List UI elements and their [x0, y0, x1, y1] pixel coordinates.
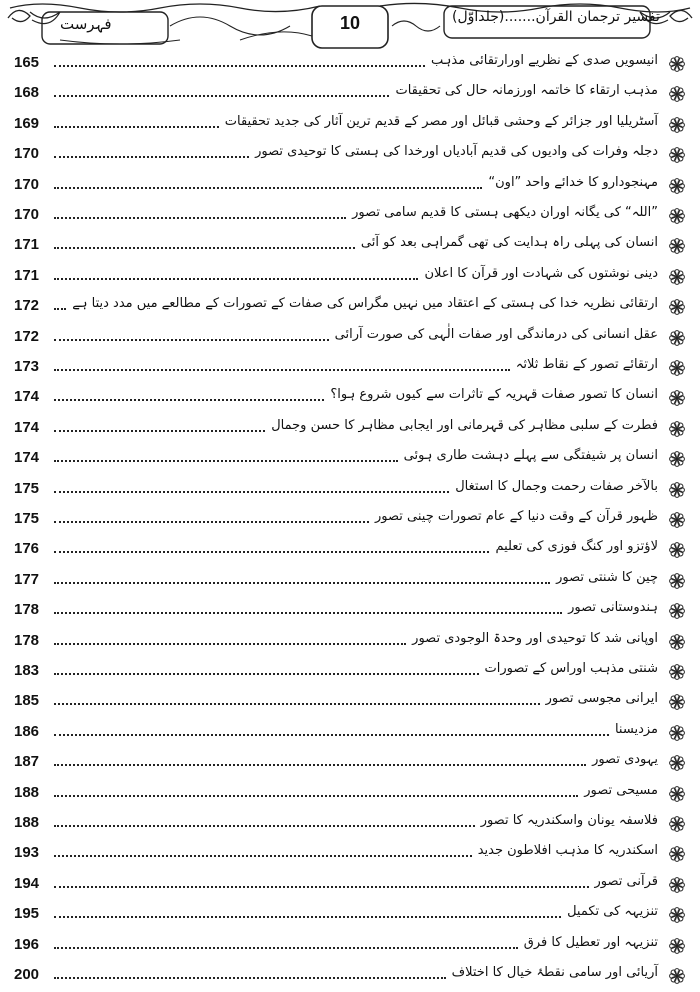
dot-leader — [54, 764, 586, 766]
toc-entry[interactable] — [8, 356, 692, 382]
toc-page-number: 188 — [14, 783, 40, 801]
flower-bullet-icon — [668, 572, 686, 590]
toc-entry[interactable] — [8, 234, 692, 260]
flower-bullet-icon — [668, 55, 686, 73]
toc-page-number: 186 — [14, 722, 40, 740]
flower-bullet-icon — [668, 876, 686, 894]
toc-entry-title: مذہب ارتقاء کا خاتمہ اورزمانہ حال کی تحقیقات — [395, 83, 658, 99]
toc-entry[interactable] — [8, 204, 692, 230]
toc-page-number: 188 — [14, 814, 40, 831]
toc-page-number: 175 — [14, 479, 40, 497]
flower-bullet-icon — [668, 937, 686, 955]
toc-entry[interactable] — [8, 295, 692, 321]
dot-leader — [54, 491, 449, 493]
dot-leader — [54, 643, 406, 645]
toc-entry-title: ظہور قرآن کے وقت دنیا کے عام تصورات چینی تصور — [375, 509, 658, 524]
page-number: 10 — [339, 13, 361, 33]
toc-entry[interactable] — [8, 113, 692, 139]
toc-entry-title: تنزیہہ کی تکمیل — [567, 904, 658, 920]
toc-page-number: 174 — [14, 388, 40, 406]
toc-entry[interactable] — [8, 143, 692, 169]
toc-page-number: 193 — [14, 844, 40, 862]
toc-entry[interactable] — [8, 751, 692, 777]
toc-entry[interactable] — [8, 174, 692, 200]
toc-entry-title: یہودی تصور — [592, 752, 658, 768]
toc-entry[interactable] — [8, 386, 692, 412]
flower-bullet-icon — [668, 754, 686, 772]
toc-entry-title: تنزیہہ اور تعطیل کا فرق — [523, 934, 658, 950]
dot-leader — [54, 734, 609, 736]
toc-entry[interactable] — [8, 599, 692, 625]
toc-page-number: 172 — [14, 297, 40, 315]
toc-entry[interactable] — [8, 538, 692, 564]
flower-bullet-icon — [668, 116, 686, 134]
section-title: فہرست — [60, 15, 112, 33]
toc-entry-title: فطرت کے سلبی مظاہر کی قہرمانی اور ایجابی مظاہر کا حسن وجمال — [271, 417, 658, 433]
dot-leader — [54, 582, 550, 584]
flower-bullet-icon — [668, 329, 686, 347]
dot-leader — [54, 612, 562, 614]
dot-leader — [54, 825, 475, 827]
flower-bullet-icon — [668, 207, 686, 225]
flower-bullet-icon — [668, 541, 686, 559]
toc-page-number: 176 — [14, 540, 40, 558]
dot-leader — [54, 886, 589, 888]
dot-leader — [54, 278, 418, 280]
toc-entry[interactable] — [8, 903, 692, 929]
flower-bullet-icon — [668, 85, 686, 103]
dot-leader — [54, 187, 482, 189]
dot-leader — [54, 399, 324, 401]
dot-leader — [54, 95, 389, 97]
toc-entry-title: ہندوستانی تصور — [568, 600, 658, 616]
toc-page-number: 173 — [14, 358, 40, 375]
flower-bullet-icon — [668, 906, 686, 924]
flower-bullet-icon — [668, 663, 686, 681]
dot-leader — [54, 977, 446, 979]
toc-page-number: 185 — [14, 692, 40, 710]
dot-leader — [54, 217, 346, 219]
toc-entry[interactable] — [8, 782, 692, 808]
flower-bullet-icon — [668, 967, 686, 985]
dot-leader — [54, 339, 329, 341]
toc-page-number: 171 — [14, 266, 40, 284]
toc-entry-title: شنتی مذہب اوراس کے تصورات — [484, 661, 658, 676]
flower-bullet-icon — [668, 785, 686, 803]
dot-leader — [54, 369, 510, 371]
flower-bullet-icon — [668, 724, 686, 742]
book-title: تفسیر ترجمان القرآن.......(جلداوّل) — [452, 9, 660, 25]
dot-leader — [54, 126, 219, 128]
toc-entry[interactable] — [8, 52, 692, 78]
toc-page-number: 168 — [14, 84, 40, 102]
toc-entry-title: انسان کی پہلی راہ ہدایت کی تھی گمراہی بعد کو آئی — [360, 235, 658, 251]
toc-entry[interactable] — [8, 690, 692, 716]
toc-entry[interactable] — [8, 842, 692, 868]
toc-entry-title: مزدیسنا — [614, 721, 658, 737]
toc-page-number: 175 — [14, 510, 40, 527]
dot-leader — [54, 308, 66, 310]
toc-entry-title: فلاسفہ یونان واسکندریہ کا تصور — [480, 813, 658, 828]
flower-bullet-icon — [668, 511, 686, 529]
page-header — [0, 0, 700, 52]
toc-entry-title: عقل انسانی کی درماندگی اور صفات الٰہی کی صورت آرائی — [334, 326, 658, 342]
toc-entry-title: چین کا شنتی تصور — [556, 569, 658, 585]
dot-leader — [54, 65, 425, 67]
toc-entry-title: مہنجودارو کا خدائے واحد ”اون“ — [488, 174, 658, 190]
toc-entry-title: انیسویں صدی کے نظریے اورارتقائی مذہب — [430, 53, 658, 68]
toc-page-number: 172 — [14, 327, 40, 345]
toc-entry[interactable] — [8, 873, 692, 899]
toc-entry-title: لاؤتزو اور کنگ فوزی کی تعلیم — [495, 539, 658, 555]
flower-bullet-icon — [668, 845, 686, 863]
toc-page-number: 195 — [14, 905, 40, 923]
toc-entry-title: انسان پر شیفتگی سے پہلے دہشت طاری ہوئی — [403, 448, 658, 464]
toc-entry[interactable] — [8, 417, 692, 443]
flower-bullet-icon — [668, 420, 686, 438]
toc-entry[interactable] — [8, 721, 692, 747]
toc-entry[interactable] — [8, 569, 692, 595]
dot-leader — [54, 156, 249, 158]
flower-bullet-icon — [668, 359, 686, 377]
dot-leader — [54, 247, 355, 249]
toc-entry-title: بالآخر صفات رحمت وجمال کا استغال — [455, 478, 658, 494]
flower-bullet-icon — [668, 177, 686, 195]
toc-entry[interactable] — [8, 82, 692, 108]
flower-bullet-icon — [668, 450, 686, 468]
dot-leader — [54, 430, 265, 432]
toc-page-number: 178 — [14, 631, 40, 649]
flower-bullet-icon — [668, 633, 686, 651]
toc-entry[interactable] — [8, 447, 692, 473]
toc-entry-title: مسیحی تصور — [584, 782, 658, 798]
dot-leader — [54, 855, 472, 857]
toc-entry[interactable] — [8, 630, 692, 656]
toc-entry-title: اسکندریہ کا مذہب افلاطون جدید — [477, 843, 658, 859]
toc-page-number: 183 — [14, 662, 40, 679]
toc-entry-title: قرآنی تصور — [594, 873, 658, 889]
toc-entry-title: آسٹریلیا اور جزائر کے وحشی قبائل اور مصر کے قدیم ترین آثار کی جدید تحقیقات — [224, 113, 658, 129]
toc-page-number: 200 — [14, 966, 40, 983]
flower-bullet-icon — [668, 815, 686, 833]
toc-entry-title: اوپانی شد کا توحیدی اور وحدۃ الوجودی تصور — [412, 630, 658, 646]
toc-entry-title: دینی نوشتوں کی شہادت اور قرآن کا اعلان — [424, 265, 658, 281]
toc-entry[interactable] — [8, 508, 692, 534]
toc-entry[interactable] — [8, 326, 692, 352]
toc-page-number: 170 — [14, 175, 40, 193]
toc-entry[interactable] — [8, 660, 692, 686]
flower-bullet-icon — [668, 237, 686, 255]
toc-page-number: 171 — [14, 236, 40, 254]
dot-leader — [54, 460, 398, 462]
toc-entry[interactable] — [8, 964, 692, 990]
flower-bullet-icon — [668, 389, 686, 407]
toc-entry[interactable] — [8, 934, 692, 960]
dot-leader — [54, 703, 540, 705]
toc-entry[interactable] — [8, 812, 692, 838]
dot-leader — [54, 551, 489, 553]
toc-page-number: 170 — [14, 206, 40, 223]
toc-entry[interactable] — [8, 265, 692, 291]
toc-page-number: 194 — [14, 874, 40, 892]
toc-entry-title: دجلہ وفرات کی وادیوں کی قدیم آبادیاں اورخدا کی ہستی کا توحیدی تصور — [255, 144, 658, 160]
dot-leader — [54, 673, 479, 675]
flower-bullet-icon — [668, 146, 686, 164]
toc-page-number: 187 — [14, 753, 40, 771]
toc-entry-title: ارتقائی نظریہ خدا کی ہستی کے اعتقاد میں نہیں مگراس کی صفات کے تصورات کے مطالعے میں مدد دیتا ہے — [72, 296, 658, 312]
toc-entry-title: انسان کا تصور صفات قہریہ کے تاثرات سے کیوں شروع ہوا؟ — [330, 387, 658, 403]
toc-entry-title: ارتقائے تصور کے نقاط ثلاثہ — [515, 357, 658, 372]
flower-bullet-icon — [668, 602, 686, 620]
dot-leader — [54, 521, 369, 523]
toc-page-number: 178 — [14, 601, 40, 619]
toc-page-number: 174 — [14, 449, 40, 467]
toc-page-number: 169 — [14, 114, 40, 132]
toc-entry-title: ایرانی مجوسی تصور — [545, 691, 658, 707]
toc-entry-title: آریائی اور سامی نقطۂ خیال کا اختلاف — [451, 965, 658, 980]
dot-leader — [54, 916, 561, 918]
flower-bullet-icon — [668, 268, 686, 286]
dot-leader — [54, 947, 518, 949]
toc-page-number: 174 — [14, 418, 40, 436]
dot-leader — [54, 795, 578, 797]
toc-page-number: 170 — [14, 145, 40, 163]
toc-entry-title: ”اللہ“ کی یگانہ اوران دیکھی ہستی کا قدیم سامی تصور — [352, 205, 658, 220]
flower-bullet-icon — [668, 693, 686, 711]
flower-bullet-icon — [668, 298, 686, 316]
toc-page-number: 165 — [14, 54, 40, 71]
toc-entry[interactable] — [8, 478, 692, 504]
flower-bullet-icon — [668, 481, 686, 499]
toc-page-number: 177 — [14, 570, 40, 588]
toc-page-number: 196 — [14, 935, 40, 953]
